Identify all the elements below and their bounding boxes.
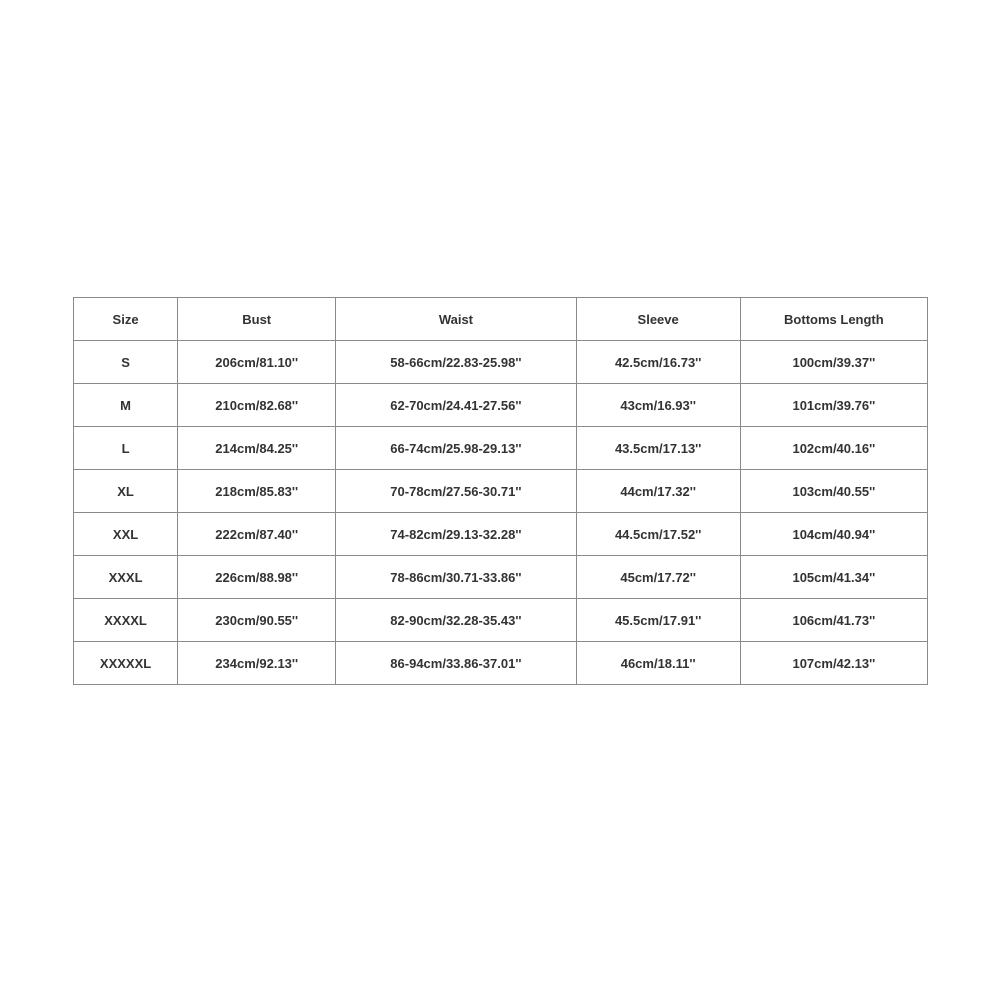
cell-size: M: [74, 384, 178, 427]
cell-waist: 62-70cm/24.41-27.56'': [336, 384, 576, 427]
cell-bust: 214cm/84.25'': [178, 427, 336, 470]
cell-size: XXL: [74, 513, 178, 556]
table-row: [74, 470, 928, 513]
cell-waist: 70-78cm/27.56-30.71'': [336, 470, 576, 513]
cell-waist: 58-66cm/22.83-25.98'': [336, 341, 576, 384]
header-size: Size: [74, 298, 178, 341]
table-row: [74, 556, 928, 599]
table-row: [74, 513, 928, 556]
cell-size: L: [74, 427, 178, 470]
cell-bust: 218cm/85.83'': [178, 470, 336, 513]
header-sleeve: Sleeve: [576, 298, 740, 341]
cell-sleeve: 44cm/17.32'': [576, 470, 740, 513]
cell-size: XXXXXL: [74, 642, 178, 685]
cell-size: XXXL: [74, 556, 178, 599]
cell-bust: 206cm/81.10'': [178, 341, 336, 384]
cell-bust: 226cm/88.98'': [178, 556, 336, 599]
cell-bottoms-length: 105cm/41.34'': [740, 556, 927, 599]
table-row: [74, 642, 928, 685]
cell-sleeve: 43.5cm/17.13'': [576, 427, 740, 470]
header-bust: Bust: [178, 298, 336, 341]
cell-bottoms-length: 101cm/39.76'': [740, 384, 927, 427]
cell-sleeve: 45cm/17.72'': [576, 556, 740, 599]
cell-size: XXXXL: [74, 599, 178, 642]
cell-bottoms-length: 104cm/40.94'': [740, 513, 927, 556]
table-row: [74, 599, 928, 642]
cell-sleeve: 46cm/18.11'': [576, 642, 740, 685]
table-row: [74, 427, 928, 470]
cell-size: XL: [74, 470, 178, 513]
cell-bottoms-length: 100cm/39.37'': [740, 341, 927, 384]
cell-waist: 78-86cm/30.71-33.86'': [336, 556, 576, 599]
cell-bottoms-length: 106cm/41.73'': [740, 599, 927, 642]
cell-bottoms-length: 107cm/42.13'': [740, 642, 927, 685]
header-row: [74, 298, 928, 341]
table-row: [74, 341, 928, 384]
cell-waist: 66-74cm/25.98-29.13'': [336, 427, 576, 470]
cell-bottoms-length: 102cm/40.16'': [740, 427, 927, 470]
cell-bust: 222cm/87.40'': [178, 513, 336, 556]
cell-sleeve: 43cm/16.93'': [576, 384, 740, 427]
cell-waist: 86-94cm/33.86-37.01'': [336, 642, 576, 685]
header-bottoms-length: Bottoms Length: [740, 298, 927, 341]
cell-bust: 234cm/92.13'': [178, 642, 336, 685]
table-row: [74, 384, 928, 427]
cell-sleeve: 44.5cm/17.52'': [576, 513, 740, 556]
cell-bottoms-length: 103cm/40.55'': [740, 470, 927, 513]
cell-waist: 74-82cm/29.13-32.28'': [336, 513, 576, 556]
cell-bust: 230cm/90.55'': [178, 599, 336, 642]
cell-bust: 210cm/82.68'': [178, 384, 336, 427]
cell-waist: 82-90cm/32.28-35.43'': [336, 599, 576, 642]
cell-sleeve: 42.5cm/16.73'': [576, 341, 740, 384]
size-chart-table: [73, 297, 928, 685]
cell-size: S: [74, 341, 178, 384]
cell-sleeve: 45.5cm/17.91'': [576, 599, 740, 642]
header-waist: Waist: [336, 298, 576, 341]
